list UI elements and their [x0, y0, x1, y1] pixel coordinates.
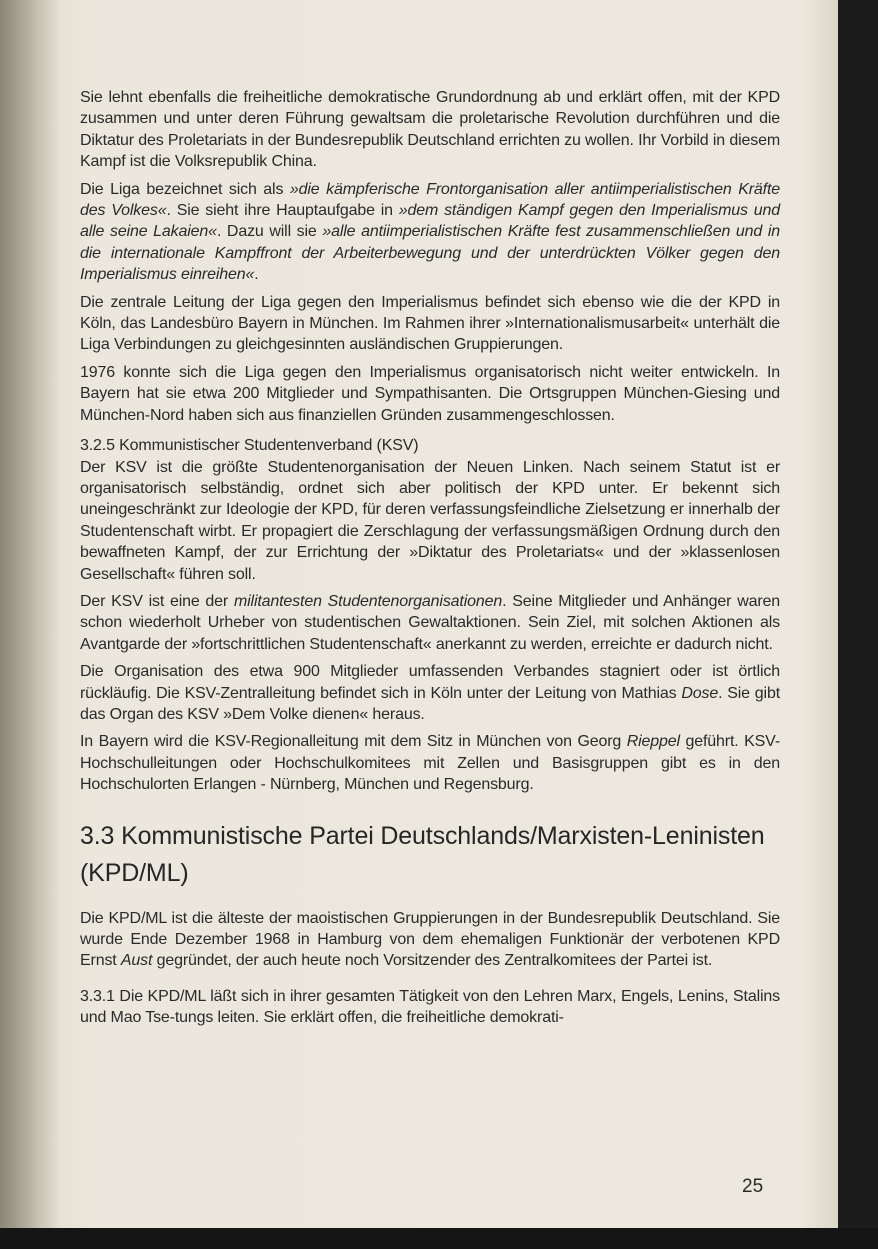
text-run: . Sie sieht ihre Hauptaufgabe in [166, 202, 399, 220]
italic-name: Rieppel [626, 733, 680, 751]
italic-quote: »dem ständigen Kampf gegen den Imperialismus und alle seine Lakaien« [80, 202, 780, 241]
italic-quote: »die kämpferische Frontorganisation aller antiimperialistischen Kräfte des Volkes« [80, 180, 780, 220]
subheading-ksv: 3.2.5 Kommunistischer Studentenverband (KSV) [80, 437, 419, 455]
text-run: Der KSV ist eine der [80, 592, 234, 610]
paragraph [80, 591, 780, 655]
text-run: Die Liga bezeichnet sich als [80, 180, 290, 198]
text-run: geführt. KSV-Hochschulleitungen oder Hochschulkomitees mit Zellen und Basisgruppen gibt es in den Hochschulorten Erlangen - Nürnberg, München und Regensburg. [80, 733, 780, 794]
body-text [80, 87, 780, 1035]
paragraph: Der KSV ist die größte Studentenorganisation der Neuen Linken. Nach seinem Statut ist er organisatorisch selbständig, ordnet sich aber politisch der KPD unter. Er bekennt sich uneingeschränkt zur Ideologie der KPD, für deren verfassungsfeindliche Zielsetzung er innerhalb der Studentenschaft wirbt. Er propagiert die Zerschlagung der verfassungsmäßigen Ordnung durch den bewaffneten Kampf, der zur Errichtung der »Diktatur des Proletariats« und der »klassenlosen Gesellschaft« führen soll. [80, 458, 780, 583]
text-run: gegründet, der auch heute noch Vorsitzender des Zentralkomitees der Partei ist. [152, 952, 713, 970]
section-heading: 3.3 Kommunistische Partei Deutschlands/Marxisten-Leninisten (KPD/ML) [80, 821, 765, 887]
paragraph: 3.3.1 Die KPD/ML läßt sich in ihrer gesamten Tätigkeit von den Lehren Marx, Engels, Lenins, Stalins und Mao Tse-tungs leiten. Sie erklärt offen, die freiheitliche demokrati- [80, 987, 780, 1027]
paragraph [80, 661, 780, 725]
text-run: . Sie gibt das Organ des KSV »Dem Volke dienen« heraus. [80, 684, 781, 723]
paragraph: Die zentrale Leitung der Liga gegen den Imperialismus befindet sich ebenso wie die der KPD in Köln, das Landesbüro Bayern in München. Im Rahmen ihrer »Internationalismusarbeit« unterhält die Liga Verbindungen zu gleichgesinnten ausländischen Gruppierungen. [80, 293, 780, 354]
italic-quote: »alle antiimperialistischen Kräfte fest zusammenschließen und in die internationale Kampffront der Arbeiterbewegung und der unterdrückten Völker gegen den Imperialismus einreihen« [80, 223, 780, 284]
paragraph: 1976 konnte sich die Liga gegen den Imperialismus organisatorisch nicht weiter entwickeln. In Bayern hat sie etwa 200 Mitglieder und Sympathisanten. Die Ortsgruppen München-Giesing und München-Nord haben sich aus finanziellen Gründen zusammengeschlossen. [80, 363, 780, 424]
text-run: . [254, 266, 259, 284]
italic-phrase: militantesten Studentenorganisationen [233, 592, 503, 610]
scan-border [0, 1228, 878, 1249]
text-run: Die Organisation des etwa 900 Mitglieder umfassenden Verbandes stagniert oder ist örtlich rückläufig. Die KSV-Zentralleitung befindet sich in Köln unter der Leitung von Mathias [80, 663, 780, 702]
book-spine-shadow [0, 0, 60, 1228]
text-run: Die KPD/ML ist die älteste der maoistischen Gruppierungen in der Bundesrepublik Deutschland. Sie wurde Ende Dezember 1968 in Hamburg von dem ehemaligen Funktionär der verbotenen KPD Ernst [80, 909, 780, 970]
italic-name: Dose [681, 684, 719, 702]
text-run: In Bayern wird die KSV-Regionalleitung mit dem Sitz in München von Georg [80, 733, 627, 751]
paragraph-liga-definition [80, 179, 780, 286]
paragraph [80, 908, 780, 972]
page-number: 25 [742, 1176, 764, 1197]
text-run: . Dazu will sie [216, 223, 323, 241]
italic-name: Aust [120, 952, 153, 970]
text-run: . Seine Mitglieder und Anhänger waren schon wiederholt Urheber von studentischen Gewaltaktionen. Sein Ziel, mit solchen Aktionen als Avantgarde der »fortschrittlichen Studentenschaft« anerkannt zu werden, erreichte er dadurch nicht. [80, 592, 781, 653]
paragraph: Sie lehnt ebenfalls die freiheitliche demokratische Grundordnung ab und erklärt offen, mit der KPD zusammen und unter deren Führung gewaltsam die proletarische Revolution durchführen und die Diktatur des Proletariats in der Bundesrepublik Deutschland errichten zu wollen. Ihr Vorbild in diesem Kampf ist die Volksrepublik China. [80, 89, 780, 171]
paragraph [80, 731, 780, 795]
